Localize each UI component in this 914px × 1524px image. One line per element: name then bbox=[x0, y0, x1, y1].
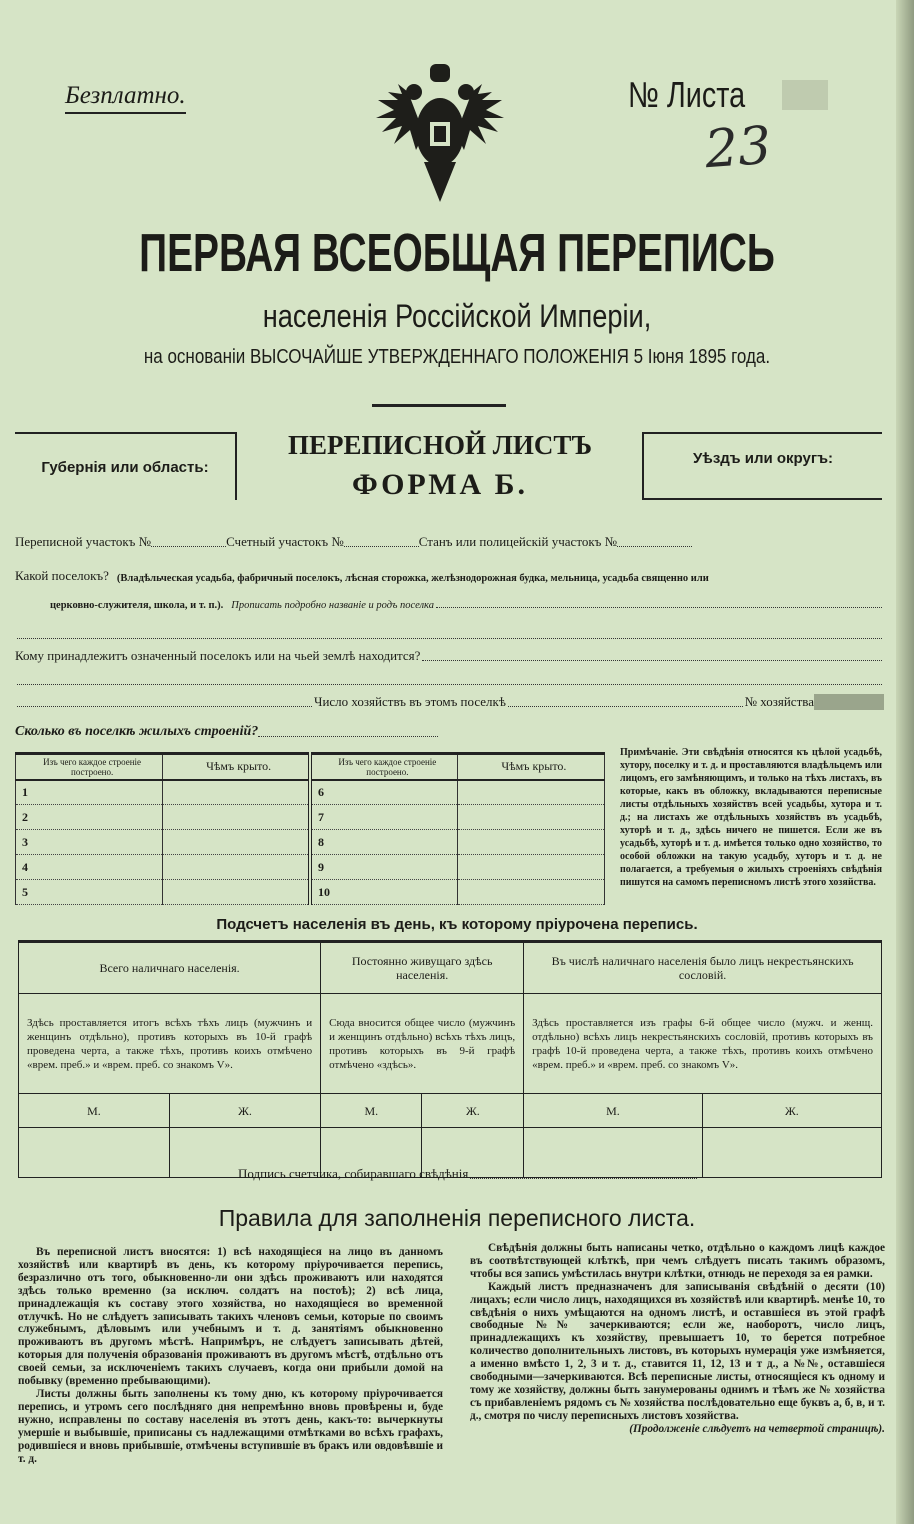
non-peasant-header: Въ числѣ наличнаго населенія было лицъ некрестьянскихъ сословій. bbox=[524, 942, 882, 994]
settlement-question: Какой поселокъ? bbox=[15, 568, 109, 583]
household-number-label: № хозяйства bbox=[744, 694, 814, 709]
settlement-input[interactable] bbox=[436, 607, 882, 608]
buildings-table bbox=[15, 752, 605, 905]
male-header: М. bbox=[321, 1094, 422, 1128]
dwellings-question: Сколько въ поселкѣ жилыхъ строеній? bbox=[15, 724, 259, 739]
roof-cell[interactable] bbox=[457, 855, 604, 880]
row-number: 2 bbox=[16, 805, 163, 830]
settlement-hint: (Владѣльческая усадьба, фабричный поселокъ, лѣсная сторожка, желѣзнодорожная будка, мельница, усадьба священно или bbox=[116, 573, 709, 584]
settlement-hint-2: церковно-служителя, школа, и т. п.). bbox=[50, 600, 224, 611]
roof-cell[interactable] bbox=[163, 880, 310, 905]
roof-cell[interactable] bbox=[163, 805, 310, 830]
male-header: М. bbox=[524, 1094, 703, 1128]
row-number: 8 bbox=[310, 830, 457, 855]
roof-cell[interactable] bbox=[457, 830, 604, 855]
row-number: 5 bbox=[16, 880, 163, 905]
table-row bbox=[16, 880, 605, 905]
census-section-input[interactable] bbox=[151, 546, 226, 547]
police-section-input[interactable] bbox=[617, 546, 692, 547]
roof-cell[interactable] bbox=[163, 780, 310, 805]
form-type: ФОРМА Б. bbox=[351, 468, 529, 501]
households-label: Число хозяйствъ въ этомъ поселкѣ bbox=[314, 694, 506, 709]
settlement-line-2 bbox=[50, 600, 884, 611]
population-table bbox=[18, 940, 882, 1178]
divider bbox=[372, 404, 506, 407]
table-row bbox=[16, 780, 605, 805]
census-section-label: Переписной участокъ № bbox=[15, 534, 152, 549]
non-peasant-female-input[interactable] bbox=[702, 1128, 881, 1178]
dwellings-input[interactable] bbox=[258, 736, 438, 737]
settlement-instruction: Прописать подробно названіе и родъ поселка bbox=[231, 600, 434, 611]
district-label: Уѣздъ или округъ: bbox=[692, 450, 834, 467]
owner-input-2[interactable] bbox=[15, 674, 884, 688]
dwellings-line bbox=[15, 724, 884, 740]
continued-note: (Продолженіе слѣдуетъ на четвертой страницѣ). bbox=[629, 1422, 885, 1435]
owner-question: Кому принадлежитъ означенный поселокъ или на чьей землѣ находится? bbox=[15, 648, 421, 663]
permanent-population-desc: Сюда вносится общее число (мужчинъ и женщинъ отдѣльно) всѣхъ тѣхъ лицъ, противъ которыхъ въ 9-й графѣ отмѣчено «здѣсь». bbox=[321, 994, 524, 1094]
population-heading: Подсчетъ населенія въ день, къ которому пріурочена перепись. bbox=[216, 916, 698, 933]
roof-cell[interactable] bbox=[457, 805, 604, 830]
signature-line bbox=[238, 1166, 699, 1182]
non-peasant-desc: Здѣсь проставляется изъ графы 6-й общее число (мужч. и женщ. отдѣльно) всѣхъ лицъ некрестьянскихъ сословій, противъ которыхъ въ графѣ 10-й проведена черта, а также тѣхъ, противъ коихъ отмѣчено «врем. преб.» и «врем. преб. со знакомъ V». bbox=[524, 994, 882, 1094]
permanent-population-header: Постоянно живущаго здѣсь населенія. bbox=[321, 942, 524, 994]
col-material-header: Изъ чего каждое строеніе построено. bbox=[16, 754, 163, 780]
total-population-desc: Здѣсь проставляется итогъ всѣхъ тѣхъ лицъ (мужчинъ и женщинъ отдѣльно), противъ которыхъ въ 10-й графѣ проведена черта, а также тѣхъ, противъ коихъ отмѣчено «врем. преб.» и «врем. преб. со знакомъ V». bbox=[19, 994, 321, 1094]
row-number: 9 bbox=[310, 855, 457, 880]
roof-cell[interactable] bbox=[457, 780, 604, 805]
free-of-charge-label: Безплатно. bbox=[65, 82, 186, 114]
female-header: Ж. bbox=[169, 1094, 320, 1128]
households-input[interactable] bbox=[508, 706, 743, 707]
household-number-redacted bbox=[814, 694, 884, 710]
owner-input[interactable] bbox=[422, 660, 882, 661]
rules-paragraph: Свѣдѣнія должны быть написаны четко, отдѣльно о каждомъ лицѣ каждое въ соотвѣтствующей клѣткѣ, при чемъ слѣдуетъ писать такимъ образомъ, чтобы вся запись умѣстилась внутри клѣтки, отнюдь не переходя за ея рамки. bbox=[470, 1242, 885, 1280]
district-field[interactable] bbox=[642, 432, 882, 500]
roof-cell[interactable] bbox=[163, 855, 310, 880]
row-number: 3 bbox=[16, 830, 163, 855]
female-header: Ж. bbox=[422, 1094, 524, 1128]
rules-paragraph: Каждый листъ предназначенъ для записыванія свѣдѣній о десяти (10) лицахъ; если число лицъ, находящихся въ хозяйствѣ или квартирѣ. менѣе 10, то свѣдѣнія о нихъ умѣщаются на одномъ листѣ, и оставшіеся въ этой графѣ свободные №№ зачеркиваются; если же, наоборотъ, число лицъ, принадлежащихъ къ хозяйству, превышаетъ 10, то берется потребное количество дополнительныхъ листовъ, въ которыхъ нумерація уже измѣняется, а именно вмѣсто 1, 2, 3 и т. д., ставится 11, 12, 13 и т д., а №№, оставшіеся свободными—зачеркиваются. Всѣ переписные листы, относящіеся къ одному и тому же хозяйству, должны быть занумерованы однимъ и тѣмъ же № хозяйства съ прибавленіемъ рядомъ съ № хозяйства послѣдовательно еще буквъ а, б, в, и т. д., смотря по числу переписныхъ листовъ хозяйства. bbox=[470, 1280, 885, 1422]
row-number: 6 bbox=[310, 780, 457, 805]
rules-left-column bbox=[18, 1246, 443, 1465]
imperial-eagle-emblem-icon bbox=[372, 62, 508, 212]
settlement-line bbox=[15, 568, 884, 584]
male-header: М. bbox=[19, 1094, 170, 1128]
table-row bbox=[16, 855, 605, 880]
note-text: Примѣчаніе. Эти свѣдѣнія относятся къ цѣлой усадьбѣ, хутору, поселку и т. д. и проставляются владѣльцемъ или лицомъ, его замѣняющимъ, и только на тѣхъ листахъ, въ которые, какъ въ обложку, вкладываются переписные листы отдѣльныхъ хозяйствъ всей усадьбы, хутора и т. д.; на листахъ же отдѣльныхъ хозяйствъ въ усадьбѣ, хуторѣ и т. д., здѣсь ничего не пишется. Если же въ усадьбѣ, хуторѣ и т. д. имѣется только одно хозяйство, то особой обложки на такую усадьбу, хуторъ и т. д. не полагается, а требуемыя о жилыхъ строеніяхъ свѣдѣнія пишутся на самомъ переписномъ листѣ этого хозяйства. bbox=[620, 747, 882, 888]
page-edge-shadow bbox=[896, 0, 914, 1524]
sheet-number-label: № Листа bbox=[628, 74, 746, 115]
province-label: Губернія или область: bbox=[41, 458, 209, 476]
count-section-input[interactable] bbox=[344, 546, 419, 547]
col-material-header: Изъ чего каждое строеніе построено. bbox=[310, 754, 457, 780]
roof-cell[interactable] bbox=[163, 830, 310, 855]
table-row bbox=[16, 805, 605, 830]
rules-paragraph: Въ переписной листъ вносятся: 1) всѣ находящіеся на лицо въ данномъ хозяйствѣ или квартирѣ въ день, къ которому пріурочивается перепись, безразлично отъ того, обыкновенно-ли они здѣсь проживаютъ или находятся здѣсь только временно (за исключ. солдатъ на постоѣ); 2) всѣ лица, принадлежащія къ составу этого хозяйства, но находящіеся во временной отлучкѣ. Но не слѣдуетъ записывать такихъ членовъ семьи, которые по своимъ служебнымъ, дѣловымъ или учебнымъ и т. д. занятіямъ обыкновенно проживаютъ въ другомъ мѣстѣ. Напримѣръ, не слѣдуетъ записывать дѣтей, которыя для полученія образованія проживаютъ въ другомъ мѣстѣ, отдѣльно отъ своей семьи, за исключеніемъ такихъ случаевъ, когда они прибыли домой на побывку (временно пребывающими). bbox=[18, 1246, 443, 1388]
households-line bbox=[15, 694, 884, 710]
page-title: ПЕРВАЯ ВСЕОБЩАЯ ПЕРЕПИСЬ bbox=[139, 223, 775, 283]
col-roof-header: Чѣмъ крыто. bbox=[457, 754, 604, 780]
row-number: 10 bbox=[310, 880, 457, 905]
legal-basis: на основаніи ВЫСОЧАЙШЕ УТВЕРЖДЕННАГО ПОЛОЖЕНІЯ 5 Іюня 1895 года. bbox=[143, 346, 771, 368]
rules-right-column bbox=[470, 1242, 885, 1436]
row-number: 1 bbox=[16, 780, 163, 805]
police-section-label: Станъ или полицейскій участокъ № bbox=[418, 534, 618, 549]
row-number: 7 bbox=[310, 805, 457, 830]
table-row bbox=[16, 830, 605, 855]
signature-input[interactable] bbox=[470, 1178, 697, 1179]
form-title: ПЕРЕПИСНОЙ ЛИСТЪ bbox=[287, 430, 593, 460]
roof-cell[interactable] bbox=[457, 880, 604, 905]
row-number: 4 bbox=[16, 855, 163, 880]
rules-paragraph: Листы должны быть заполнены къ тому дню, къ которому пріурочивается перепись, и утромъ сего послѣдняго дня непремѣнно вновь провѣрены и, буде нужно, исправлены по составу населенія въ этотъ день, какъ-то: вычеркнуты умершіе и выбывшіе, приписаны съ надлежащими отмѣтками во всѣхъ графахъ, родившіеся и вновь прибывшіе, отмѣчены вступившіе въ бракъ или овдовѣвшіе и т. д. bbox=[18, 1387, 443, 1465]
total-male-input[interactable] bbox=[19, 1128, 170, 1178]
female-header: Ж. bbox=[702, 1094, 881, 1128]
rules-heading: Правила для заполненія переписного листа. bbox=[218, 1205, 696, 1231]
sections-line bbox=[15, 534, 884, 550]
handwritten-sheet-number: 23 bbox=[702, 115, 774, 181]
signature-label: Подпись счетчика, собиравшаго свѣдѣнія bbox=[238, 1166, 469, 1181]
page-subtitle: населенія Россійской Имперіи, bbox=[262, 298, 652, 334]
province-field[interactable] bbox=[15, 432, 237, 500]
owner-line bbox=[15, 648, 884, 664]
count-section-label: Счетный участокъ № bbox=[226, 534, 344, 549]
col-roof-header: Чѣмъ крыто. bbox=[163, 754, 310, 780]
total-population-header: Всего наличнаго населенія. bbox=[19, 942, 321, 994]
redacted-stamp bbox=[782, 80, 828, 110]
settlement-input-2[interactable] bbox=[15, 628, 884, 642]
